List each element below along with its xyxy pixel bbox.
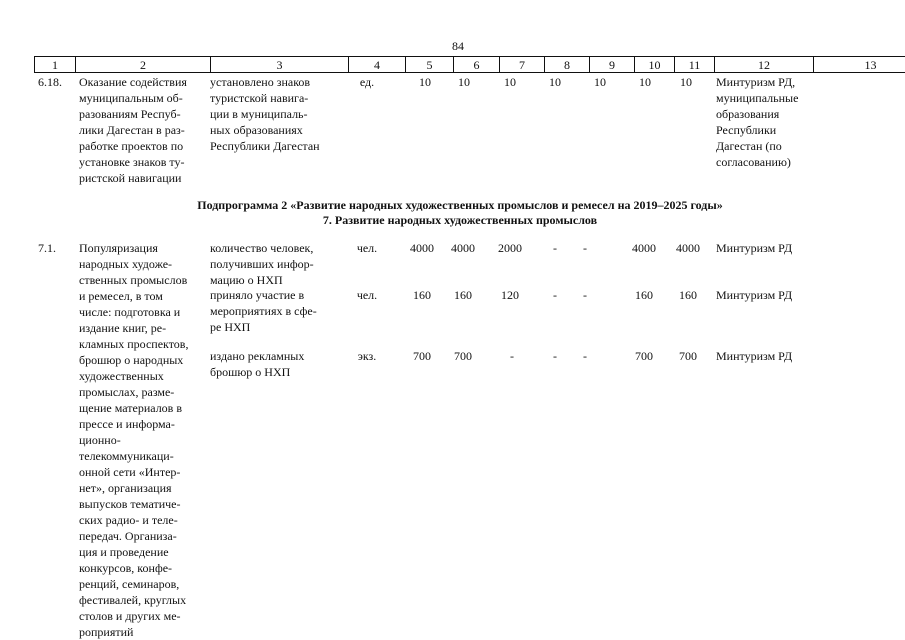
responsible: Минтуризм РД (716, 288, 793, 302)
value-cell: 10 (419, 75, 431, 89)
value-cell: - (553, 288, 557, 302)
unit: чел. (356, 241, 378, 255)
row-number: 6.18. (38, 75, 62, 89)
value-cell: 10 (504, 75, 516, 89)
value-cell: 160 (413, 288, 431, 302)
column-header: 9 (590, 57, 635, 73)
column-header: 4 (349, 57, 406, 73)
value-cell: 10 (458, 75, 470, 89)
indicator-name: издано рекламных брошюр о НХП (210, 349, 305, 379)
value-cell: 160 (454, 288, 472, 302)
value-cell: - (583, 241, 587, 255)
column-header: 1 (35, 57, 76, 73)
column-header: 11 (675, 57, 715, 73)
value-cell: 4000 (632, 241, 656, 255)
column-header-row (34, 56, 905, 73)
value-cell: 10 (680, 75, 692, 89)
value-cell: - (510, 349, 514, 363)
value-cell: 160 (635, 288, 653, 302)
value-cell: 4000 (676, 241, 700, 255)
value-cell: 10 (594, 75, 606, 89)
column-header: 5 (406, 57, 454, 73)
value-cell: 4000 (410, 241, 434, 255)
indicator-name: установлено знаков туристской навига- ции в муниципаль- ных образованиях Республики Дагестан (210, 75, 320, 153)
column-header: 3 (211, 57, 349, 73)
value-cell: 700 (635, 349, 653, 363)
section-title: 7. Развитие народных художественных промыслов (322, 213, 598, 227)
measure-name: Популяризация народных художе- ственных промыслов и ремесел, в том числе: подготовка и издание книг, ре- кламных проспектов, брошюр о народных художественных промыслах, разме- щение материалов в прессе и информа- ционно- телекоммуникаци- онной сети «Интер- нет», организация выпусков тематиче- ских радио- и теле- передач. Организа- ция и проведение конкурсов, конфе- ренций, семинаров, фестивалей, круглых столов и других ме- роприятий (79, 241, 189, 639)
value-cell: 700 (679, 349, 697, 363)
indicator-name: количество человек, получивших инфор- мацию о НХП (210, 241, 314, 287)
column-header: 7 (500, 57, 545, 73)
value-cell: 2000 (498, 241, 522, 255)
column-header: 8 (545, 57, 590, 73)
value-cell: 10 (549, 75, 561, 89)
row-number: 7.1. (38, 241, 56, 255)
value-cell: - (583, 288, 587, 302)
responsible: Минтуризм РД (716, 241, 793, 255)
value-cell: - (583, 349, 587, 363)
responsible: Минтуризм РД, муниципальные образования Республики Дагестан (по согласованию) (716, 75, 799, 169)
column-header: 13 (814, 57, 905, 73)
unit: чел. (356, 288, 378, 302)
page-number: 84 (452, 39, 464, 53)
value-cell: 160 (679, 288, 697, 302)
column-header: 10 (635, 57, 675, 73)
column-header: 6 (454, 57, 500, 73)
value-cell: 700 (454, 349, 472, 363)
column-header: 2 (76, 57, 211, 73)
subprogram-title: Подпрограмма 2 «Развитие народных художественных промыслов и ремесел на 2019–2025 годы» (197, 198, 723, 212)
indicator-name: приняло участие в мероприятиях в сфе- ре НХП (210, 288, 317, 334)
responsible: Минтуризм РД (716, 349, 793, 363)
value-cell: 4000 (451, 241, 475, 255)
value-cell: 120 (501, 288, 519, 302)
unit: ед. (359, 75, 375, 89)
value-cell: - (553, 241, 557, 255)
column-header: 12 (715, 57, 814, 73)
value-cell: 10 (639, 75, 651, 89)
unit: экз. (357, 349, 377, 363)
value-cell: - (553, 349, 557, 363)
measure-name: Оказание содействия муниципальным об- разованиям Респуб- лики Дагестан в раз- работке проектов по установке знаков ту- ристской навигации (79, 75, 187, 185)
value-cell: 700 (413, 349, 431, 363)
